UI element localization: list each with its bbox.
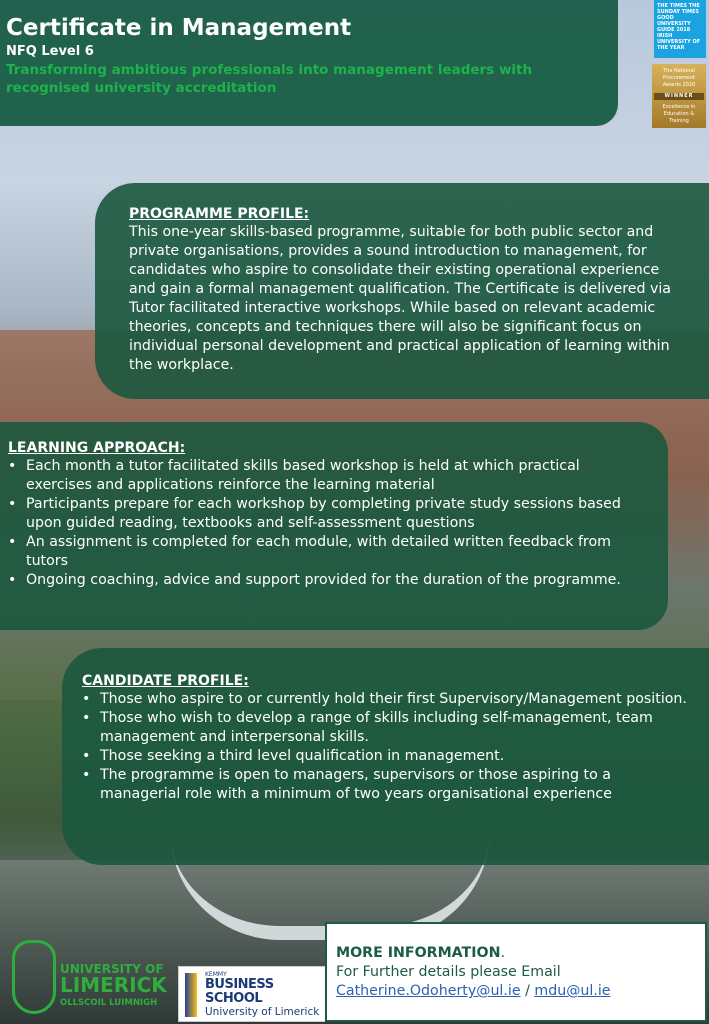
info-heading: MORE INFORMATION <box>336 945 501 961</box>
kbs-line1: KEMMY <box>205 971 227 978</box>
programme-heading: PROGRAMME PROFILE: <box>129 206 310 222</box>
university-of-limerick-logo <box>12 940 172 1018</box>
info-text: For Further details please Email <box>336 964 561 980</box>
kbs-line2: BUSINESS SCHOOL <box>205 977 274 1006</box>
ul-logo-line3: OLLSCOIL LUIMNIGH <box>60 998 158 1008</box>
procurement-award-badge <box>652 64 706 128</box>
candidate-heading: CANDIDATE PROFILE: <box>82 673 249 689</box>
more-information-box: MORE INFORMATION. For Further details please Email Catherine.Odoherty@ul.ie / mdu@ul.ie <box>325 922 707 1022</box>
list-item: • The programme is open to managers, supervisors or those aspiring to a managerial role with a minimum of two years organisational experience <box>82 766 689 804</box>
candidate-profile-panel <box>62 648 709 865</box>
learning-heading: LEARNING APPROACH: <box>8 440 186 456</box>
award-title: The National Procurement Awards 2020 <box>662 68 696 88</box>
ul-logo-line1: UNIVERSITY OF <box>60 962 164 976</box>
times-award-badge: THE TIMES THE SUNDAY TIMES GOOD UNIVERSITY GUIDE 2018 IRISH UNIVERSITY OF THE YEAR <box>654 0 706 58</box>
email-separator: / <box>520 983 535 999</box>
list-item: • An assignment is completed for each module, with detailed written feedback from tutors <box>8 533 648 571</box>
programme-profile-panel <box>95 183 709 399</box>
tagline: Transforming ambitious professionals into management leaders with recognised university accreditation <box>6 62 533 96</box>
list-item: • Those who wish to develop a range of skills including self-management, team management and interpersonal skills. <box>82 709 689 747</box>
list-item: • Those seeking a third level qualification in management. <box>82 747 689 766</box>
ul-crest-icon <box>12 940 56 1014</box>
header-banner <box>0 0 618 126</box>
kbs-line3: University of Limerick <box>205 1006 320 1018</box>
kemmy-business-school-logo <box>178 966 326 1022</box>
kbs-mark-icon <box>185 973 197 1017</box>
nfq-level: NFQ Level 6 <box>6 44 94 59</box>
email-link-mdu[interactable]: mdu@ul.ie <box>534 983 611 999</box>
email-link-catherine[interactable]: Catherine.Odoherty@ul.ie <box>336 983 521 999</box>
award-winner: WINNER <box>654 93 704 100</box>
ul-logo-line2: LIMERICK <box>60 973 167 997</box>
list-item: • Ongoing coaching, advice and support provided for the duration of the programme. <box>8 571 648 590</box>
programme-body: This one-year skills-based programme, suitable for both public sector and private organisations, provides a sound introduction to management, for candidates who aspire to consolidate their existing operational experience and gain a formal management qualification. The Certificate is delivered via Tutor facilitated interactive workshops. While based on relevant academic theories, concepts and techniques there will also be significant focus on individual personal development and practical application of learning within the workplace. <box>129 224 672 373</box>
list-item: • Those who aspire to or currently hold their first Supervisory/Management position. <box>82 690 689 709</box>
list-item: • Participants prepare for each workshop by completing private study sessions based upon guided reading, textbooks and self-assessment questions <box>8 495 648 533</box>
award-caption: Excellence in Education & Training <box>662 104 696 124</box>
page-title: Certificate in Management <box>6 15 352 41</box>
learning-approach-panel <box>0 422 668 630</box>
list-item: • Each month a tutor facilitated skills based workshop is held at which practical exercises and applications reinforce the learning material <box>8 457 648 495</box>
